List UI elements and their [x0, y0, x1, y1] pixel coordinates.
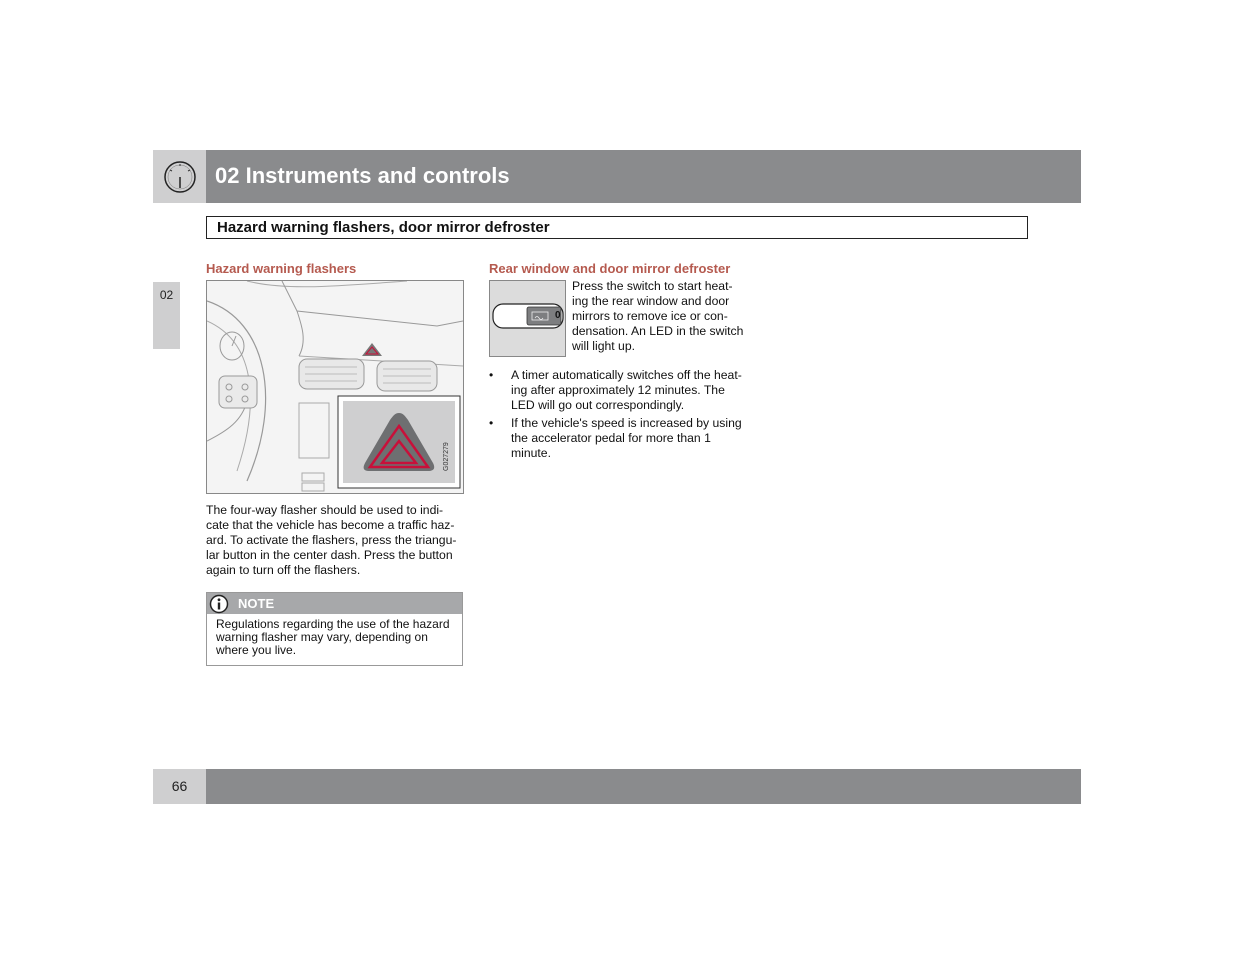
side-chapter-tab: [153, 282, 180, 349]
paragraph-line: ard. To activate the flashers, press the triangu-: [206, 533, 457, 547]
bullet-line: LED will go out correspondingly.: [511, 398, 685, 412]
defroster-heading: Rear window and door mirror defroster: [489, 261, 731, 276]
note-line: Regulations regarding the use of the hazard: [216, 617, 450, 631]
note-line: where you live.: [216, 643, 297, 657]
bullet-item: [489, 416, 747, 462]
bullet-text: [511, 416, 747, 461]
paragraph-line: The four-way flasher should be used to indi-: [206, 503, 444, 517]
bullet-line: If the vehicle's speed is increased by using: [511, 416, 742, 430]
side-tab-label: 02: [159, 288, 174, 302]
bullet-dot: •: [489, 416, 494, 430]
gauge-icon: [153, 150, 206, 203]
hazard-flashers-heading: Hazard warning flashers: [206, 261, 357, 276]
note-text: [216, 618, 458, 657]
section-title-box: [206, 216, 1028, 239]
defroster-switch-figure: [489, 280, 566, 357]
hazard-dashboard-figure: [206, 280, 464, 494]
note-label: NOTE: [238, 596, 275, 611]
paragraph-line: again to turn off the flashers.: [206, 563, 361, 577]
footer-bar: [153, 769, 1081, 804]
bullet-line: A timer automatically switches off the heat-: [511, 368, 742, 382]
switch-label: 0: [555, 310, 561, 321]
paragraph-line: cate that the vehicle has become a traffic haz-: [206, 518, 455, 532]
info-icon: [209, 594, 229, 614]
page-number-box: [153, 769, 206, 804]
bullet-item: [489, 368, 747, 414]
bullet-line: ing after approximately 12 minutes. The: [511, 383, 725, 397]
note-box: [206, 592, 463, 666]
bullet-dot: •: [489, 368, 494, 382]
intro-line: will light up.: [572, 339, 635, 353]
defroster-switch-icon: [490, 281, 565, 356]
note-line: warning flasher may vary, depending on: [216, 630, 428, 644]
chapter-icon-box: [153, 150, 206, 203]
paragraph-line: lar button in the center dash. Press the button: [206, 548, 453, 562]
section-title: Hazard warning flashers, door mirror defroster: [217, 219, 550, 236]
page-number: 66: [171, 778, 188, 794]
intro-line: mirrors to remove ice or con-: [572, 309, 728, 323]
intro-line: ing the rear window and door: [572, 294, 730, 308]
bullet-line: the accelerator pedal for more than 1: [511, 431, 711, 445]
chapter-title: 02 Instruments and controls: [215, 163, 510, 188]
defroster-intro: [572, 279, 752, 354]
hazard-flashers-paragraph: [206, 503, 466, 578]
intro-line: densation. An LED in the switch: [572, 324, 744, 338]
note-header: [207, 593, 462, 614]
intro-line: Press the switch to start heat-: [572, 279, 733, 293]
bullet-line: minute.: [511, 446, 551, 460]
figure-code: G027279: [443, 442, 450, 471]
bullet-text: [511, 368, 747, 413]
